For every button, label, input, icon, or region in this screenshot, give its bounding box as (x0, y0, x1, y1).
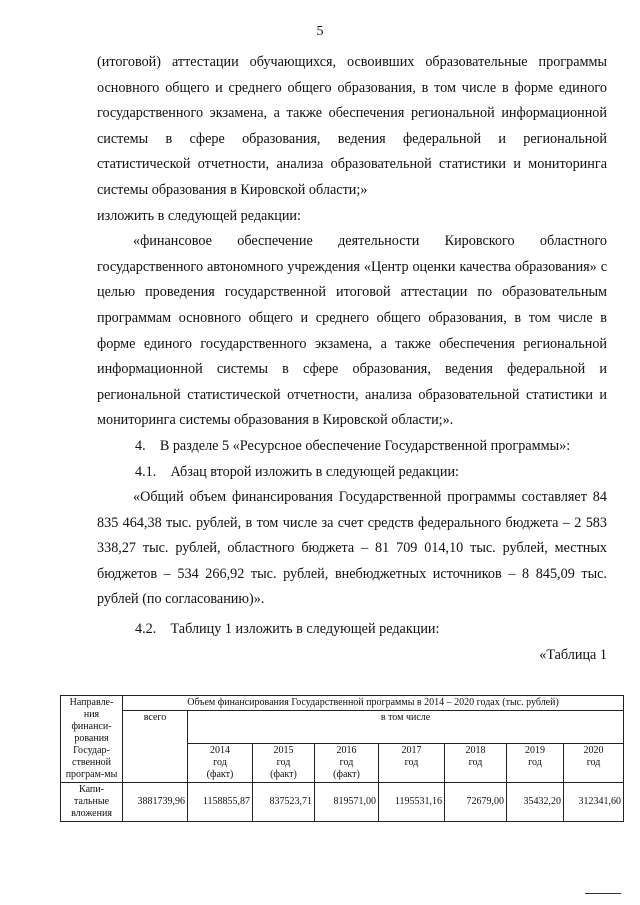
including-header-cell: в том числе (188, 711, 624, 744)
year-header-cell (507, 744, 564, 783)
year-number: 2020 (583, 745, 604, 756)
row-total-cell: 3881739,96 (123, 783, 188, 822)
row-label-cell: Капи-тальные вложения (61, 783, 123, 822)
year-header-cell (188, 744, 253, 783)
year-number: 2019 (525, 745, 545, 756)
year-note: (факт) (333, 769, 360, 780)
row-value-cell: 1195531,16 (379, 783, 445, 822)
row-value-cell: 837523,71 (253, 783, 315, 822)
paragraph-previous-text: (итоговой) аттестации обучающихся, освоивших образовательные программы основного общего и среднего общего образования, в том числе в форме единого государственного экзамена, а также обеспечения региональной информационной системы в сфере образования, ведения федеральной и региональной статистической отчетности, анализа образовательной статистики и мониторинга системы образования в Кировской области;» (97, 54, 607, 198)
year-header-cell (379, 744, 445, 783)
year-header-cell (253, 744, 315, 783)
table-header-row-2 (61, 711, 624, 744)
year-unit: год (339, 757, 354, 768)
paragraph-new-wording: «финансовое обеспечение деятельности Кировского областного государственного автономного учреждения «Центр оценки качества образования» с целью проведения государственной итоговой аттестации по образовательным программам основного общего и среднего общего образования, в том числе в форме единого государственного экзамена, а также обеспечения региональной информационной системы в сфере образования, ведения федеральной и региональной статистической отчетности, анализа образовательной статистики и мониторинга системы образования в Кировской области;». (97, 233, 607, 429)
row-value-cell: 819571,00 (315, 783, 379, 822)
volume-header-cell: Объем финансирования Государственной программы в 2014 – 2020 годах (тыс. рублей) (123, 696, 624, 711)
table-header-row-1 (61, 696, 624, 711)
paragraph-total-funding: «Общий объем финансирования Государственной программы составляет 84 835 464,38 тыс. рублей, в том числе за счет средств федерального бюджета – 2 583 338,27 тыс. рублей, областного бюджета – 81 709 014,10 тыс. рублей, местных бюджетов – 534 266,92 тыс. рублей, внебюджетных источников – 8 845,09 тыс. рублей (по согласованию)». (97, 489, 607, 608)
year-header-cell (564, 744, 624, 783)
year-header-cell (445, 744, 507, 783)
table-row (61, 783, 624, 822)
year-header-cell (315, 744, 379, 783)
year-unit: год (586, 757, 601, 768)
year-number: 2018 (465, 745, 486, 756)
year-unit: год (468, 757, 483, 768)
document-body (97, 50, 607, 668)
paragraph-item-4: 4. В разделе 5 «Ресурсное обеспечение Государственной программы»: (135, 437, 571, 454)
year-unit: год (528, 757, 542, 768)
year-note: (факт) (270, 769, 297, 780)
year-number: 2015 (273, 745, 294, 756)
row-value-cell: 72679,00 (445, 783, 507, 822)
year-number: 2014 (210, 745, 230, 756)
year-unit: год (276, 757, 291, 768)
row-value-cell: 35432,20 (507, 783, 564, 822)
row-value-cell: 312341,60 (564, 783, 624, 822)
funding-table (60, 695, 624, 822)
direction-header-cell: Направле-ния финанси-рования Государ-ственной програм-мы (61, 696, 123, 783)
year-number: 2017 (401, 745, 422, 756)
row-value-cell: 1158855,87 (188, 783, 253, 822)
year-unit: год (404, 757, 419, 768)
paragraph-item-4-2: 4.2. Таблицу 1 изложить в следующей редакции: (135, 621, 440, 638)
paragraph-item-4-1: 4.1. Абзац второй изложить в следующей редакции: (135, 463, 459, 480)
year-unit: год (213, 757, 227, 768)
page-corner-mark (585, 893, 621, 894)
table-caption: «Таблица 1 (539, 646, 607, 663)
page-number: 5 (316, 24, 324, 39)
year-number: 2016 (336, 745, 357, 756)
paragraph-edit-instruction: изложить в следующей редакции: (97, 207, 301, 224)
year-note: (факт) (206, 769, 234, 780)
total-header-cell: всего (123, 711, 188, 783)
